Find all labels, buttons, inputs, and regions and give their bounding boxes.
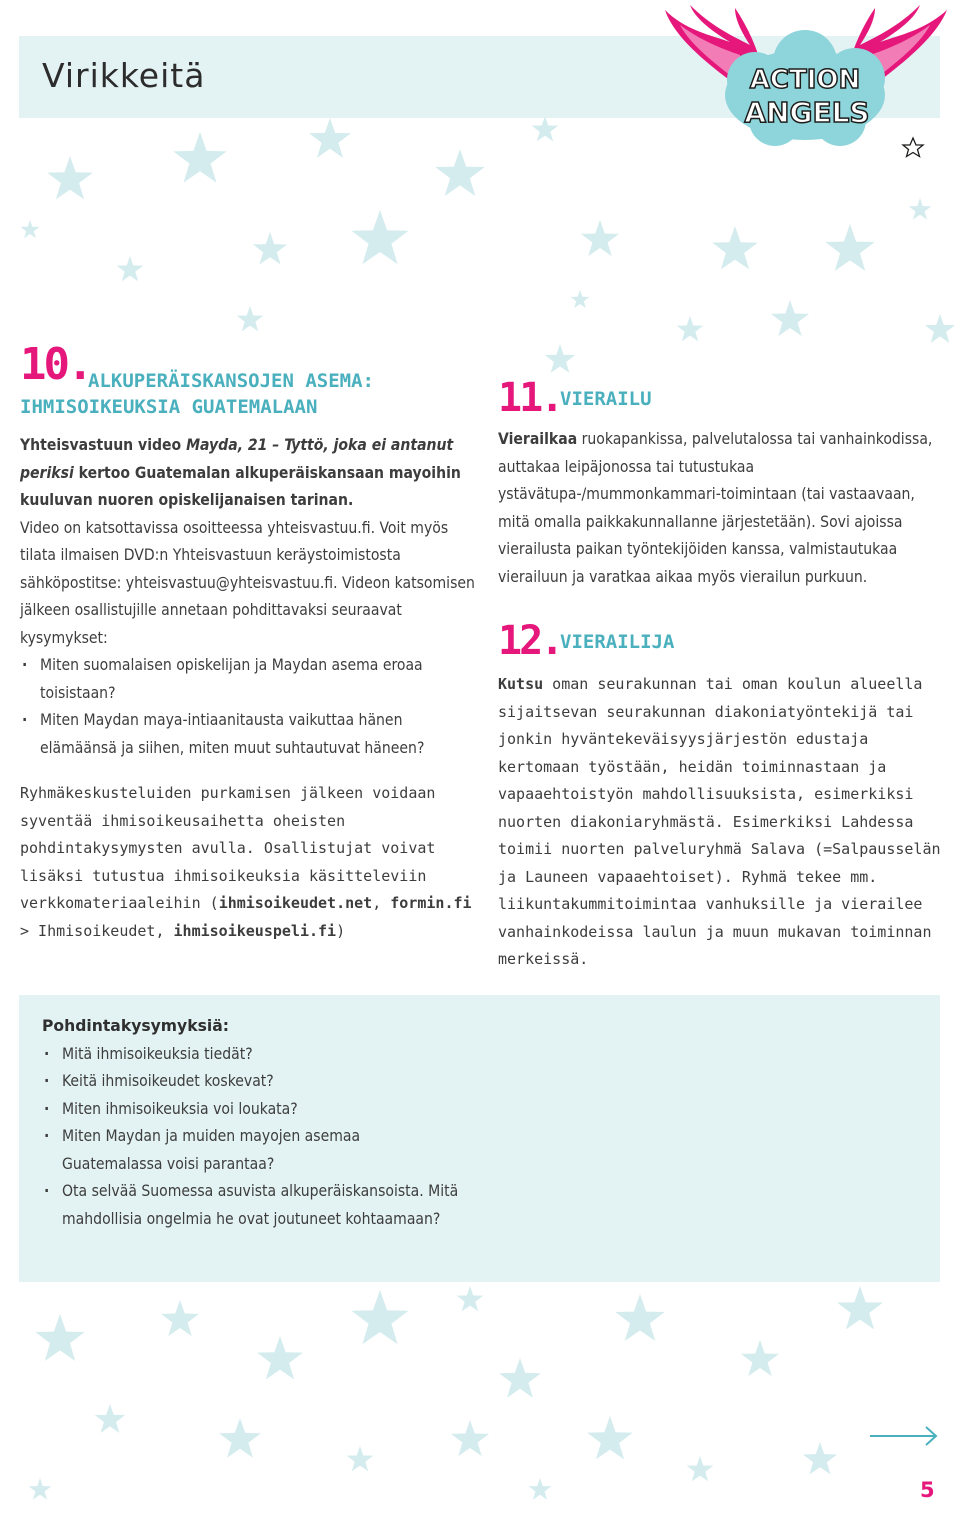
section-number: 10.	[20, 339, 91, 390]
small-star-icon	[903, 138, 923, 157]
list-item: · Miten Maydan ja muiden mayojen asemaa Guatemalassa voisi parantaa?	[42, 1123, 462, 1178]
arrow-right-icon[interactable]	[868, 1424, 940, 1448]
body2-text-cont: > Ihmisoikeudet,	[20, 921, 174, 940]
questions-title: Pohdintakysymyksiä:	[42, 1017, 229, 1035]
intro-text: Yhteisvastuun video	[20, 436, 187, 454]
section-12-body	[498, 671, 943, 974]
section-number: 11.	[498, 375, 562, 421]
questions-list	[42, 1041, 462, 1234]
list-item: · Miten Maydan maya-intiaanitausta vaikuttaa hänen elämäänsä ja siihen, miten muut suhtautuvat häneen?	[20, 707, 478, 762]
logo-text-angels: ANGELS	[744, 96, 870, 129]
section-number: 12.	[498, 618, 562, 664]
section-10-heading	[20, 340, 478, 418]
page-title: Virikkeitä	[42, 56, 206, 95]
body-text: oman seurakunnan tai oman koulun alueella sijaitsevan seurakunnan diakoniatyöntekijä tai jonkin hyväntekeväisyysjärjestön edustaja kertomaan työstään, heidän toiminnastaan ja vapaaehtoistyön mahdollisuuksista, esimerkiksi nuorten diakoniaryhmästä. Esimerkiksi Lahdessa toimii nuorten palveluryhmä Salava (=Salpausselän ja Launeen vapaaehtoiset). Ryhmä tekee mm. liikuntakummitoimintaa vanhuksille ja vierailee vanhainkodeissa laulun ja muun mukavan toiminnan merkeissä.	[498, 675, 941, 968]
logo-text-action: ACTION	[749, 65, 861, 95]
body2-close: )	[336, 921, 346, 940]
section-11-body	[498, 426, 943, 591]
section-12-heading	[498, 618, 943, 664]
section-10-bullets	[20, 652, 478, 762]
link-ihmisoikeuspeli[interactable]: ihmisoikeuspeli.fi	[173, 921, 337, 940]
list-item: · Mitä ihmisoikeuksia tiedät?	[42, 1041, 462, 1069]
section-title-line2: IHMISOIKEUKSIA GUATEMALAAN	[20, 396, 318, 418]
questions-box	[42, 1013, 462, 1233]
list-item: · Miten ihmisoikeuksia voi loukata?	[42, 1096, 462, 1124]
body-text: ruokapankissa, palvelutalossa tai vanhainkodissa, auttakaa leipäjonossa tai tutustukaa ystävätupa-/mummonkammari-toimintaan (tai vastaavaan, mitä omalla paikkakunnallanne järjestetään). Sovi ajoissa vierailusta paikan työntekijöiden kanssa, valmistautukaa vierailuun ja varatkaa aikaa myös vierailun purkuun.	[498, 430, 933, 586]
list-item: · Ota selvää Suomessa asuvista alkuperäiskansoista. Mitä mahdollisia ongelmia he ovat joutuneet kohtaamaan?	[42, 1178, 462, 1233]
separator: ,	[372, 894, 391, 912]
list-item: · Keitä ihmisoikeudet koskevat?	[42, 1068, 462, 1096]
section-10-intro	[20, 432, 478, 515]
intro-text-cont: kertoo Guatemalan alkuperäiskansaan mayoihin kuuluvan nuoren opiskelijanaisen tarinan.	[20, 463, 461, 509]
right-column	[498, 375, 943, 974]
section-title: VIERAILIJA	[560, 631, 675, 653]
section-title-line1: ALKUPERÄISKANSOJEN ASEMA:	[88, 370, 374, 392]
body2-text: Ryhmäkeskusteluiden purkamisen jälkeen voidaan syventää ihmisoikeusaihetta oheisten pohdintakysymysten avulla. Osallistujat voivat lisäksi tutustua ihmisoikeuksia käsitteleviin verkkomateriaaleihin (	[20, 784, 436, 912]
list-item: · Miten suomalaisen opiskelijan ja Maydan asema eroaa toisistaan?	[20, 652, 478, 707]
section-10	[20, 340, 478, 945]
action-angels-logo	[655, 0, 955, 160]
video-title: Mayda, 21 – Tyttö, joka ei antanut periksi	[20, 436, 454, 482]
lead-word: Kutsu	[498, 675, 544, 693]
lead-word: Vierailkaa	[498, 430, 578, 448]
section-10-body: Video on katsottavissa osoitteessa yhteisvastuu.fi. Voit myös tilata ilmaisen DVD:n Yhteisvastuun keräystoimistosta sähköpostitse: yhteisvastuu@yhteisvastuu.fi. Videon katsomisen jälkeen osallistujille annetaan pohdittavaksi seuraavat kysymykset:	[20, 518, 475, 647]
link-ihmisoikeudet[interactable]: ihmisoikeudet.net	[218, 894, 373, 912]
section-11-heading	[498, 375, 943, 421]
section-title: VIERAILU	[560, 388, 652, 410]
page-number: 5	[920, 1478, 935, 1502]
link-formin[interactable]: formin.fi	[390, 894, 472, 912]
section-10-body2	[20, 780, 478, 945]
